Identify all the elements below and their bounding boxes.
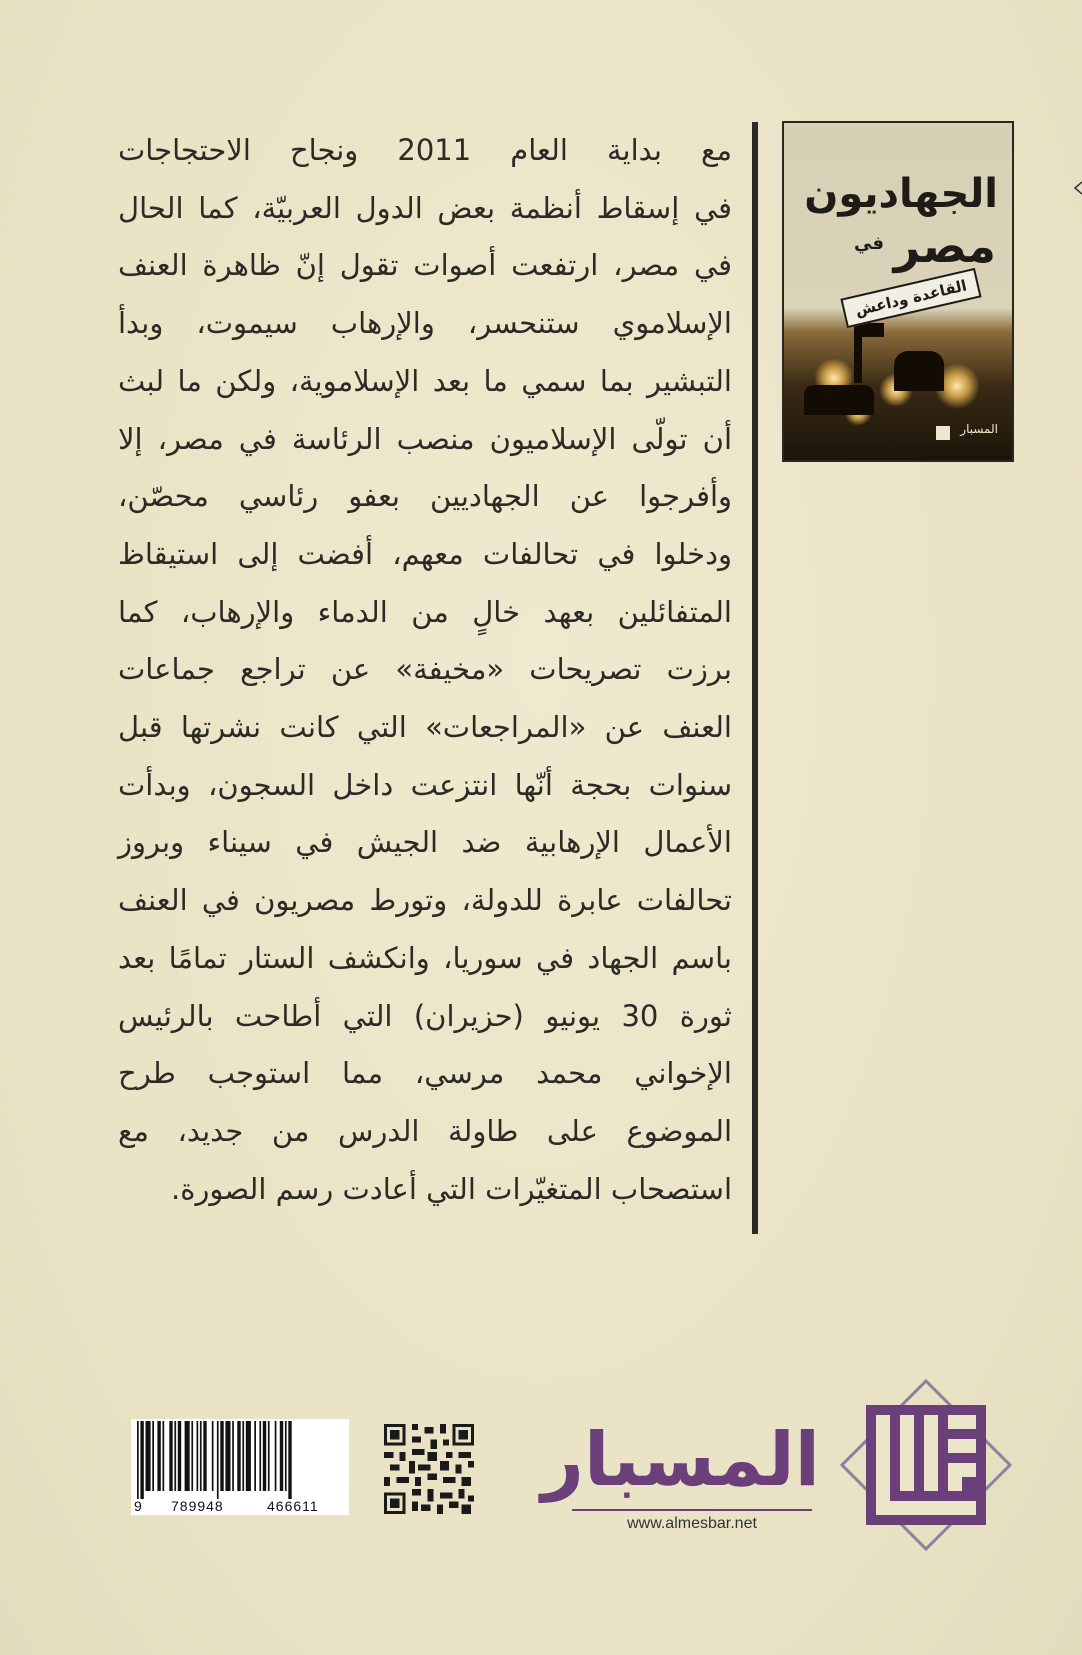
vehicle-silhouette — [804, 385, 874, 415]
vertical-divider — [752, 122, 758, 1234]
barcode-bar — [178, 1421, 181, 1491]
almesbar-logo-icon — [838, 1377, 1014, 1553]
barcode-bar — [254, 1421, 256, 1491]
barcode-bar — [140, 1421, 143, 1499]
blurb-line: سنوات بحجة أنّها انتزعت داخل السجون، وبدأت — [118, 767, 732, 802]
barcode-bar — [285, 1421, 287, 1491]
blurb-line: التبشير بما سمي ما بعد الإسلاموية، ولكن ما لبث — [118, 363, 732, 398]
barcode-bar — [275, 1421, 277, 1491]
blurb-line: الإسلاموي ستنحسر، والإرهاب سيموت، وبدأ — [118, 306, 732, 341]
barcode-bar — [137, 1421, 139, 1499]
blurb-line: تحالفات عابرة للدولة، وتورط مصريون في العنف — [118, 883, 732, 918]
barcode-bars — [137, 1421, 343, 1499]
barcode-bar — [263, 1421, 266, 1491]
barcode-bar — [152, 1421, 154, 1491]
blurb-line: مع بداية العام 2011 ونجاح الاحتجاجات — [118, 133, 732, 167]
barcode-bar — [237, 1421, 240, 1491]
publisher-wordmark: المسبار — [541, 1417, 820, 1503]
barcode-bar — [212, 1421, 214, 1491]
blurb-line: الموضوع على طاولة الدرس من جديد، مع — [118, 1113, 732, 1148]
thumbnail-title: الجهاديون — [804, 171, 998, 217]
barcode-bar — [185, 1421, 190, 1491]
barcode-bar — [280, 1421, 283, 1491]
thumbnail-publisher: المسبار — [960, 422, 998, 436]
barcode-group-right: 466611 — [267, 1498, 319, 1514]
publisher-mini-logo-icon — [936, 426, 950, 440]
barcode-bar — [197, 1421, 199, 1491]
blurb-line: المتفائلين بعهد خالٍ من الدماء والإرهاب، كما — [118, 594, 732, 629]
barcode-digit-first: 9 — [134, 1498, 142, 1514]
barcode-bar — [225, 1421, 230, 1491]
barcode-bar — [268, 1421, 270, 1491]
thumbnail-subtitle-prefix: في — [854, 233, 884, 254]
barcode-bar — [174, 1421, 176, 1491]
wordmark-underline — [572, 1509, 812, 1511]
barcode-bar — [169, 1421, 172, 1491]
barcode-bar — [191, 1421, 193, 1491]
blurb-line: في إسقاط أنظمة بعض الدول العربيّة، كما الحال — [118, 190, 732, 225]
barcode-bar — [246, 1421, 251, 1491]
blurb-line: ودخلوا في تحالفات معهم، أفضت إلى استيقاظ — [118, 536, 732, 571]
barcode-group-left: 789948 — [171, 1498, 224, 1514]
book-cover-thumbnail — [782, 121, 1014, 462]
barcode-bar — [146, 1421, 151, 1491]
barcode-bar — [220, 1421, 223, 1491]
blurb-line: باسم الجهاد في سوريا، وانكشف الستار تمامًا بعد — [118, 940, 732, 975]
thumbnail-tag: القاعدة وداعش — [840, 268, 981, 328]
barcode-bar — [242, 1421, 244, 1491]
flag-pole — [854, 323, 862, 383]
qr-code-icon — [384, 1424, 474, 1514]
barcode-bar — [288, 1421, 291, 1499]
blurb-line: وأفرجوا عن الجهاديين بعفو رئاسي محصّن، — [118, 479, 732, 514]
blurb-line: برزت تصريحات «مخيفة» عن تراجع جماعات — [118, 652, 732, 687]
crowd-silhouette — [894, 351, 944, 391]
barcode-bar — [157, 1421, 160, 1491]
blurb-line: ثورة 30 يونيو (حزيران) التي أطاحت بالرئيس — [118, 998, 732, 1033]
blurb-line: العنف عن «المراجعات» التي كانت نشرتها قبل — [118, 710, 732, 745]
blurb-line: أن تولّى الإسلاميون منصب الرئاسة في مصر، إلا — [118, 421, 732, 456]
blurb-line: استصحاب المتغيّرات التي أعادت رسم الصورة. — [171, 1171, 732, 1206]
blurb-line: في مصر، ارتفعت أصوات تقول إنّ ظاهرة العنف — [118, 248, 732, 283]
isbn-barcode — [131, 1419, 349, 1515]
barcode-bar — [200, 1421, 202, 1491]
barcode-bar — [203, 1421, 206, 1491]
barcode-bar — [163, 1421, 165, 1491]
barcode-bar — [232, 1421, 234, 1491]
blurb-text — [118, 122, 732, 1218]
barcode-bar — [259, 1421, 261, 1491]
barcode-number — [131, 1497, 349, 1515]
publisher-url: www.almesbar.net — [627, 1515, 757, 1532]
edge-mark-icon — [1072, 180, 1082, 196]
flag — [862, 323, 884, 337]
thumbnail-subtitle: مصر — [893, 219, 996, 273]
blurb-line: الأعمال الإرهابية ضد الجيش في سيناء وبروز — [118, 825, 732, 860]
blurb-line: الإخواني محمد مرسي، مما استوجب طرح — [118, 1056, 732, 1091]
barcode-bar — [217, 1421, 219, 1499]
